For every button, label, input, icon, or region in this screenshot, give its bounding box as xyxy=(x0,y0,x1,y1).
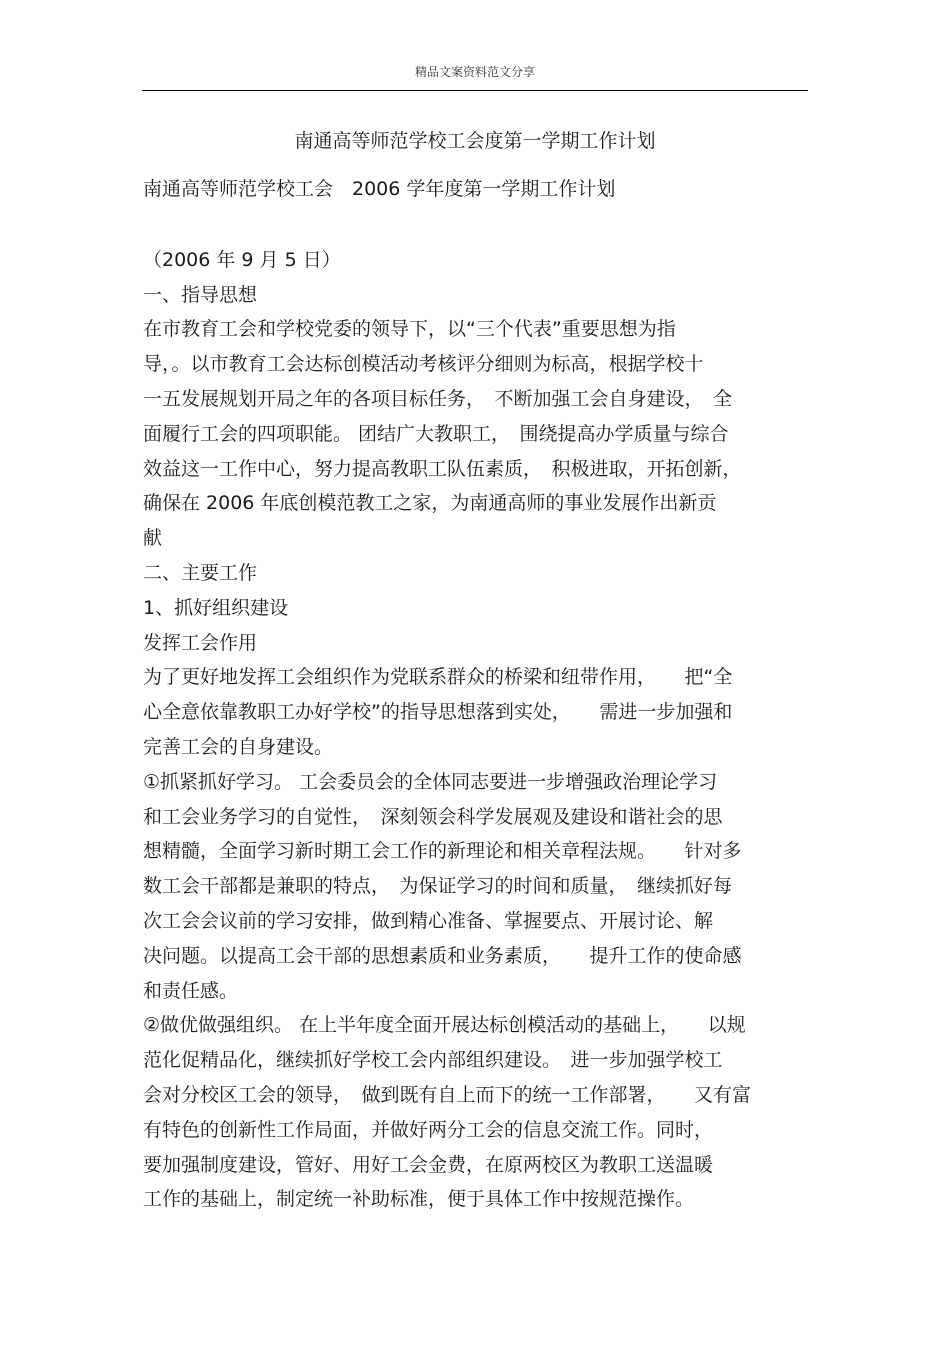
paragraph-line: 想精髓，全面学习新时期工会工作的新理论和相关章程法规。 针对多 xyxy=(143,840,742,863)
header-divider xyxy=(142,90,808,91)
document-title: 南通高等师范学校工会度第一学期工作计划 xyxy=(294,130,656,152)
date-line: （2006 年 9 月 5 日） xyxy=(143,248,341,271)
paragraph-line: 效益这一工作中心，努力提高教职工队伍素质， 积极进取，开拓创新， xyxy=(143,457,742,480)
subtitle-line: 南通高等师范学校工会 2006 学年度第一学期工作计划 xyxy=(143,178,616,200)
paragraph-line: 数工会干部都是兼职的特点， 为保证学习的时间和质量， 继续抓好每 xyxy=(143,875,733,898)
blank-line xyxy=(143,207,808,243)
section-heading: 一、指导思想 xyxy=(143,283,258,306)
subsection-heading: 1、抓好组织建设 xyxy=(143,596,289,619)
section-heading: 二、主要工作 xyxy=(143,561,258,584)
paragraph-line: 面履行工会的四项职能。 团结广大教职工， 围绕提高办学质量与综合 xyxy=(143,422,729,445)
paragraph-line: 次工会会议前的学习安排，做到精心准备、掌握要点、开展讨论、解 xyxy=(143,909,714,932)
document-body xyxy=(143,172,808,1217)
page-header: 精品文案资料范文分享 xyxy=(414,65,535,79)
paragraph-line: 有特色的创新性工作局面，并做好两分工会的信息交流工作。同时， xyxy=(143,1118,714,1141)
paragraph-line: 和工会业务学习的自觉性， 深刻领会科学发展观及建设和谐社会的思 xyxy=(143,805,723,828)
paragraph-line: ②做优做强组织。 在上半年度全面开展达标创模活动的基础上， 以规 xyxy=(143,1014,746,1037)
paragraph-line: 决问题。以提高工会干部的思想素质和业务素质， 提升工作的使命感 xyxy=(143,944,742,967)
paragraph-line: 会对分校区工会的领导， 做到既有自上而下的统一工作部署， 又有富 xyxy=(143,1083,752,1106)
paragraph-line: 和责任感。 xyxy=(143,979,239,1002)
paragraph-line: 要加强制度建设，管好、用好工会金费，在原两校区为教职工送温暖 xyxy=(143,1153,714,1176)
subsection-heading: 发挥工会作用 xyxy=(143,631,258,654)
paragraph-line: 工作的基础上，制定统一补助标准，便于具体工作中按规范操作。 xyxy=(143,1188,695,1211)
paragraph-line: 导，。以市教育工会达标创模活动考核评分细则为标高，根据学校十 xyxy=(143,353,704,376)
paragraph-line: 范化促精品化，继续抓好学校工会内部组织建设。 进一步加强学校工 xyxy=(143,1049,723,1072)
paragraph-line: 完善工会的自身建设。 xyxy=(143,735,334,758)
paragraph-line: 确保在 2006 年底创模范教工之家，为南通高师的事业发展作出新贡 xyxy=(143,492,717,515)
paragraph-line: 一五发展规划开局之年的各项目标任务， 不断加强工会自身建设， 全 xyxy=(143,387,733,410)
paragraph-line: 献 xyxy=(143,527,163,550)
paragraph-line: ①抓紧抓好学习。 工会委员会的全体同志要进一步增强政治理论学习 xyxy=(143,770,718,793)
paragraph-line: 心全意依靠教职工办好学校”的指导思想落到实处， 需进一步加强和 xyxy=(143,701,733,724)
paragraph-line: 为了更好地发挥工会组织作为党联系群众的桥梁和纽带作用， 把“全 xyxy=(143,666,733,689)
paragraph-line: 在市教育工会和学校党委的领导下，以“三个代表”重要思想为指 xyxy=(143,318,676,341)
